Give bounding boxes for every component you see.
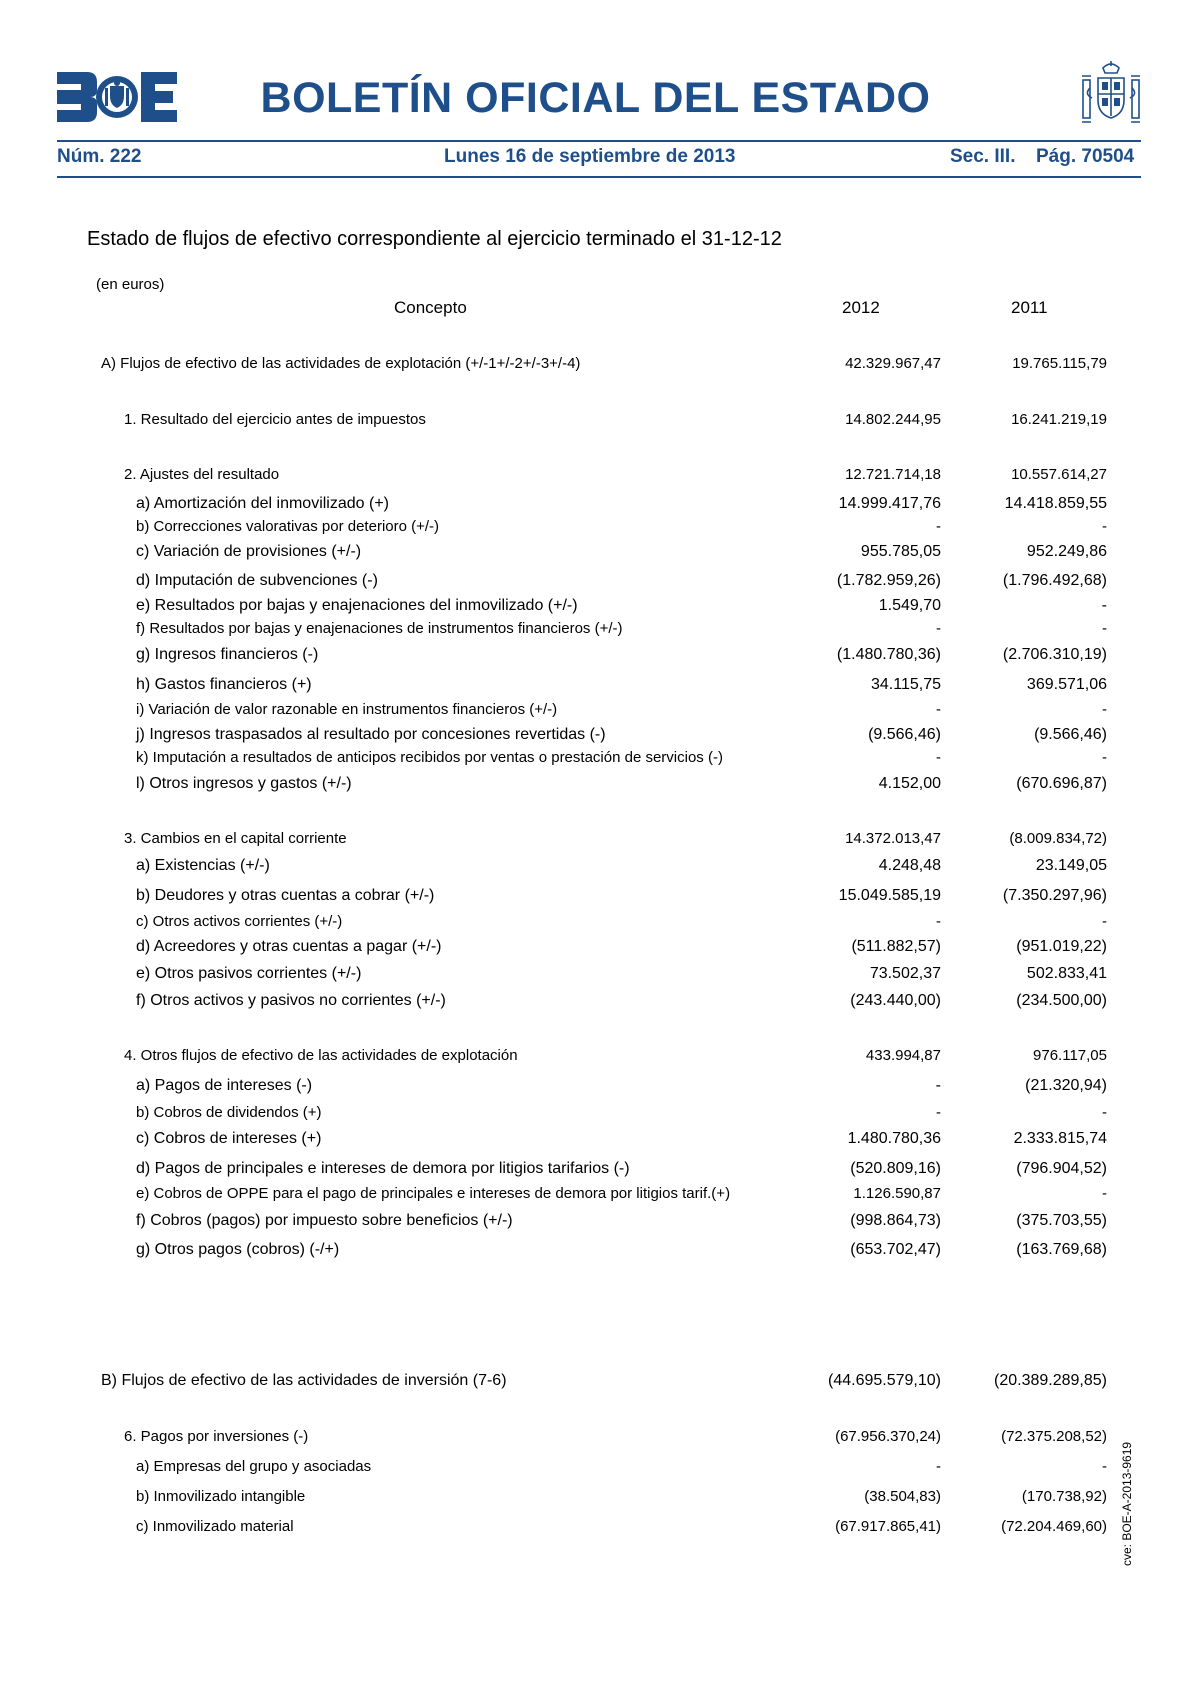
row-label: f) Resultados por bajas y enajenaciones de instrumentos financieros (+/-) [136,620,623,637]
table-row [0,1047,1191,1067]
table-row [0,992,1191,1012]
value-2011: (375.703,55) [1016,1212,1107,1229]
row-label: a) Empresas del grupo y asociadas [136,1458,372,1475]
row-label: e) Cobros de OPPE para el pago de principales e intereses de demora por litigios tarif.(+) [136,1185,731,1202]
value-2011: (796.904,52) [1016,1160,1107,1177]
value-2011: (9.566,46) [1034,726,1107,743]
table-row [0,1372,1191,1392]
bulletin-title: BOLETÍN OFICIAL DEL ESTADO [260,74,931,122]
value-2012: (38.504,83) [864,1488,941,1505]
document-title: Estado de flujos de efectivo correspondiente al ejercicio terminado el 31-12-12 [87,228,782,250]
value-2012: - [936,913,941,930]
value-2012: - [936,518,941,535]
row-label: d) Imputación de subvenciones (-) [136,572,378,589]
value-2012: (1.782.959,26) [836,572,941,589]
table-row [0,597,1191,617]
value-2011: (7.350.297,96) [1002,887,1107,904]
row-label: 1. Resultado del ejercicio antes de impuestos [124,411,426,428]
value-2011: 10.557.614,27 [1011,466,1107,483]
row-label: a) Existencias (+/-) [136,857,270,874]
table-row [0,411,1191,431]
column-header-2011: 2011 [1011,298,1048,317]
row-label: g) Otros pagos (cobros) (-/+) [136,1241,340,1258]
value-2011: (234.500,00) [1016,992,1107,1009]
page-number: Pág. 70504 [1036,146,1135,167]
row-label: b) Inmovilizado intangible [136,1488,306,1505]
header-rule-bottom [57,176,1141,178]
value-2012: 14.999.417,76 [838,495,941,512]
value-2011: (72.375.208,52) [1001,1428,1107,1445]
value-2012: - [935,1077,941,1094]
table-row [0,543,1191,563]
table-row [0,466,1191,486]
value-2012: 15.049.585,19 [838,887,941,904]
value-2011: (170.738,92) [1021,1488,1107,1505]
table-row [0,620,1191,640]
value-2011: 14.418.859,55 [1004,495,1107,512]
value-2012: 14.372.013,47 [845,830,941,847]
table-row [0,1104,1191,1124]
table-row [0,1160,1191,1180]
value-2011: 19.765.115,79 [1012,355,1107,372]
row-label: c) Variación de provisiones (+/-) [136,543,362,560]
table-row [0,1077,1191,1097]
value-2012: - [936,620,941,637]
value-2012: (998.864,73) [850,1212,941,1229]
row-label: f) Otros activos y pasivos no corrientes (+/-) [136,992,446,1009]
table-row [0,1185,1191,1205]
table-row [0,646,1191,666]
value-2011: (670.696,87) [1016,775,1107,792]
value-2012: (67.917.865,41) [835,1518,941,1535]
value-2011: (2.706.310,19) [1002,646,1107,663]
value-2011: (8.009.834,72) [1009,830,1107,847]
row-label: c) Cobros de intereses (+) [136,1130,322,1147]
table-row [0,355,1191,375]
row-label: j) Ingresos traspasados al resultado por concesiones revertidas (-) [136,726,606,743]
row-label: c) Inmovilizado material [136,1518,294,1535]
coat-of-arms-icon [1080,60,1142,128]
table-row [0,572,1191,592]
row-label: i) Variación de valor razonable en instrumentos financieros (+/-) [136,701,558,718]
row-label: e) Resultados por bajas y enajenaciones del inmovilizado (+/-) [136,597,578,614]
value-2012: 1.126.590,87 [853,1185,941,1202]
issue-date: Lunes 16 de septiembre de 2013 [444,146,736,167]
row-label: 2. Ajustes del resultado [124,466,280,483]
value-2012: (653.702,47) [850,1241,941,1258]
value-2011: - [1102,913,1107,930]
value-2011: (21.320,94) [1025,1077,1107,1094]
row-label: 4. Otros flujos de efectivo de las actividades de explotación [124,1047,518,1064]
value-2011: - [1102,749,1107,766]
value-2012: (243.440,00) [850,992,941,1009]
issue-number: Núm. 222 [57,146,142,167]
value-2012: (520.809,16) [850,1160,941,1177]
column-header-concept: Concepto [394,298,467,317]
table-row [0,775,1191,795]
value-2012: - [936,701,941,718]
table-row [0,1130,1191,1150]
row-label: d) Pagos de principales e intereses de demora por litigios tarifarios (-) [136,1160,630,1177]
value-2011: 23.149,05 [1035,857,1107,874]
row-label: e) Otros pasivos corrientes (+/-) [136,965,362,982]
value-2011: - [1102,1104,1107,1121]
section-label: Sec. III. [950,146,1016,167]
table-row [0,830,1191,850]
row-label: h) Gastos financieros (+) [136,676,312,693]
value-2012: 1.480.780,36 [847,1130,941,1147]
value-2011: - [1102,1185,1107,1202]
row-label: l) Otros ingresos y gastos (+/-) [136,775,352,792]
row-label: k) Imputación a resultados de anticipos recibidos por ventas o prestación de servicios (-) [136,749,723,766]
table-row [0,1428,1191,1448]
row-label: b) Correcciones valorativas por deterioro (+/-) [136,518,440,535]
value-2011: (72.204.469,60) [1001,1518,1107,1535]
column-header-2012: 2012 [842,298,880,317]
table-row [0,938,1191,958]
value-2012: 14.802.244,95 [845,411,941,428]
value-2012: 1.549,70 [878,597,941,614]
value-2012: 34.115,75 [871,676,941,693]
table-row [0,701,1191,721]
row-label: B) Flujos de efectivo de las actividades de inversión (7-6) [101,1372,507,1389]
row-label: 6. Pagos por inversiones (-) [124,1428,309,1445]
table-row [0,887,1191,907]
value-2012: - [936,1104,941,1121]
value-2011: 369.571,06 [1026,676,1107,693]
table-row [0,495,1191,515]
table-row [0,676,1191,696]
value-2011: - [1101,597,1107,614]
value-2011: 952.249,86 [1026,543,1107,560]
table-row [0,1518,1191,1538]
value-2011: 502.833,41 [1026,965,1107,982]
value-2011: (20.389.289,85) [994,1372,1107,1389]
value-2012: 12.721.714,18 [845,466,941,483]
row-label: 3. Cambios en el capital corriente [124,830,347,847]
table-row [0,1488,1191,1508]
header-rule-top [57,140,1141,142]
row-label: a) Pagos de intereses (-) [136,1077,313,1094]
value-2011: - [1102,1458,1107,1475]
value-2011: 2.333.815,74 [1013,1130,1107,1147]
table-row [0,726,1191,746]
row-label: d) Acreedores y otras cuentas a pagar (+/-) [136,938,442,955]
row-label: a) Amortización del inmovilizado (+) [136,495,389,512]
table-row [0,1458,1191,1478]
value-2011: - [1102,701,1107,718]
table-row [0,749,1191,769]
value-2012: (1.480.780,36) [836,646,941,663]
row-label: f) Cobros (pagos) por impuesto sobre beneficios (+/-) [136,1212,513,1229]
value-2011: (163.769,68) [1016,1241,1107,1258]
row-label: A) Flujos de efectivo de las actividades de explotación (+/-1+/-2+/-3+/-4) [101,355,581,372]
value-2012: (67.956.370,24) [835,1428,941,1445]
cve-identifier: cve: BOE-A-2013-9619 [1120,1441,1134,1566]
units-note: (en euros) [96,276,165,293]
table-row [0,857,1191,877]
value-2012: 4.152,00 [878,775,941,792]
row-label: g) Ingresos financieros (-) [136,646,319,663]
value-2011: (1.796.492,68) [1002,572,1107,589]
value-2011: - [1102,518,1107,535]
value-2012: - [936,1458,941,1475]
row-label: b) Cobros de dividendos (+) [136,1104,322,1121]
value-2012: (9.566,46) [868,726,941,743]
value-2012: 42.329.967,47 [845,355,941,372]
value-2012: (511.882,57) [851,938,941,955]
table-row [0,965,1191,985]
table-row [0,1212,1191,1232]
value-2011: 976.117,05 [1033,1047,1107,1064]
table-row [0,1241,1191,1261]
value-2012: 73.502,37 [869,965,941,982]
value-2011: (951.019,22) [1016,938,1107,955]
value-2011: - [1102,620,1107,637]
value-2011: 16.241.219,19 [1011,411,1107,428]
value-2012: 4.248,48 [878,857,941,874]
value-2012: 433.994,87 [865,1047,941,1064]
row-label: b) Deudores y otras cuentas a cobrar (+/-) [136,887,435,904]
row-label: c) Otros activos corrientes (+/-) [136,913,343,930]
value-2012: (44.695.579,10) [828,1372,941,1389]
table-row [0,518,1191,538]
value-2012: 955.785,05 [860,543,941,560]
value-2012: - [936,749,941,766]
table-row [0,913,1191,933]
